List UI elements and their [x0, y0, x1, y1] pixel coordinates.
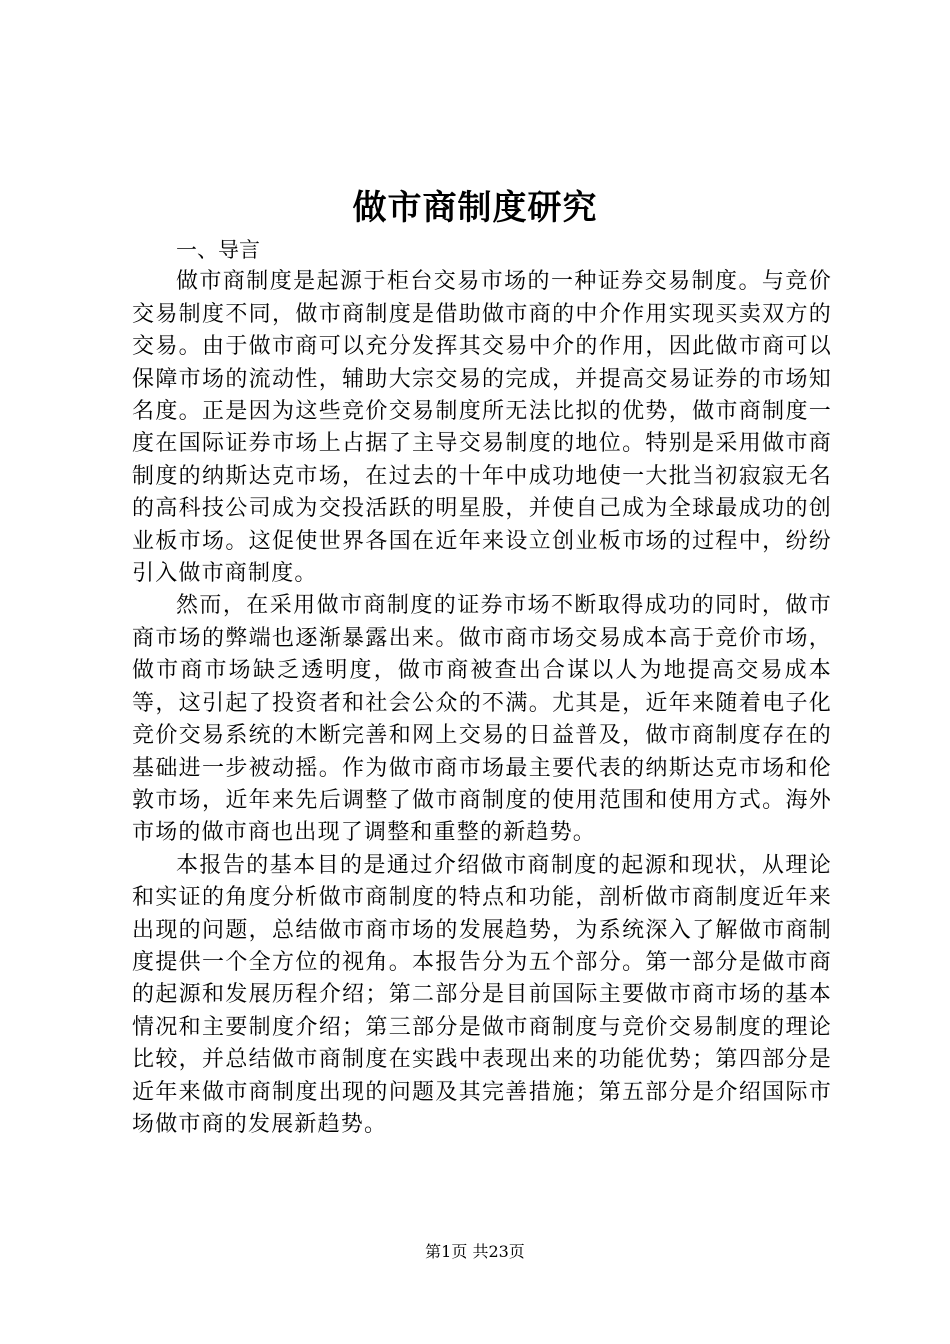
section-heading: 一、导言	[176, 238, 260, 262]
body-paragraph-2: 然而，在采用做市商制度的证券市场不断取得成功的同时，做市商市场的弊端也逐渐暴露出来。做市商市场交易成本高于竞价市场，做市商市场缺乏透明度，做市商被查出合谋以人为地提高交易成本等，这引起了投资者和社会公众的不满。尤其是，近年来随着电子化竞价交易系统的木断完善和网上交易的日益普及，做市商制度存在的基础进一步被动摇。作为做市商市场最主要代表的纳斯达克市场和伦敦市场，近年来先后调整了做市商制度的使用范围和使用方式。海外市场的做市商也出现了调整和重整的新趋势。	[132, 593, 832, 846]
page-number-footer: 第1页 共23页	[425, 1242, 525, 1261]
document-body	[132, 234, 832, 1141]
body-paragraph-3: 本报告的基本目的是通过介绍做市商制度的起源和现状，从理论和实证的角度分析做市商制度的特点和功能，剖析做市商制度近年来出现的问题，总结做市商市场的发展趋势，为系统深入了解做市商制度提供一个全方位的视角。本报告分为五个部分。第一部分是做市商的起源和发展历程介绍；第二部分是目前国际主要做市商市场的基本情况和主要制度介绍；第三部分是做市商制度与竞价交易制度的理论比较，并总结做市商制度在实践中表现出来的功能优势；第四部分是近年来做市商制度出现的问题及其完善措施；第五部分是介绍国际市场做市商的发展新趋势。	[132, 852, 832, 1137]
body-paragraph-1: 做市商制度是起源于柜台交易市场的一种证券交易制度。与竞价交易制度不同，做市商制度是借助做市商的中介作用实现买卖双方的交易。由于做市商可以充分发挥其交易中介的作用，因此做市商可以保障市场的流动性，辅助大宗交易的完成，并提高交易证券的市场知名度。正是因为这些竞价交易制度所无法比拟的优势，做市商制度一度在国际证券市场上占据了主导交易制度的地位。特别是采用做市商制度的纳斯达克市场，在过去的十年中成功地使一大批当初寂寂无名的高科技公司成为交投活跃的明星股，并使自己成为全球最成功的创业板市场。这促使世界各国在近年来设立创业板市场的过程中，纷纷引入做市商制度。	[132, 269, 832, 587]
document-title: 做市商制度研究	[352, 188, 598, 228]
